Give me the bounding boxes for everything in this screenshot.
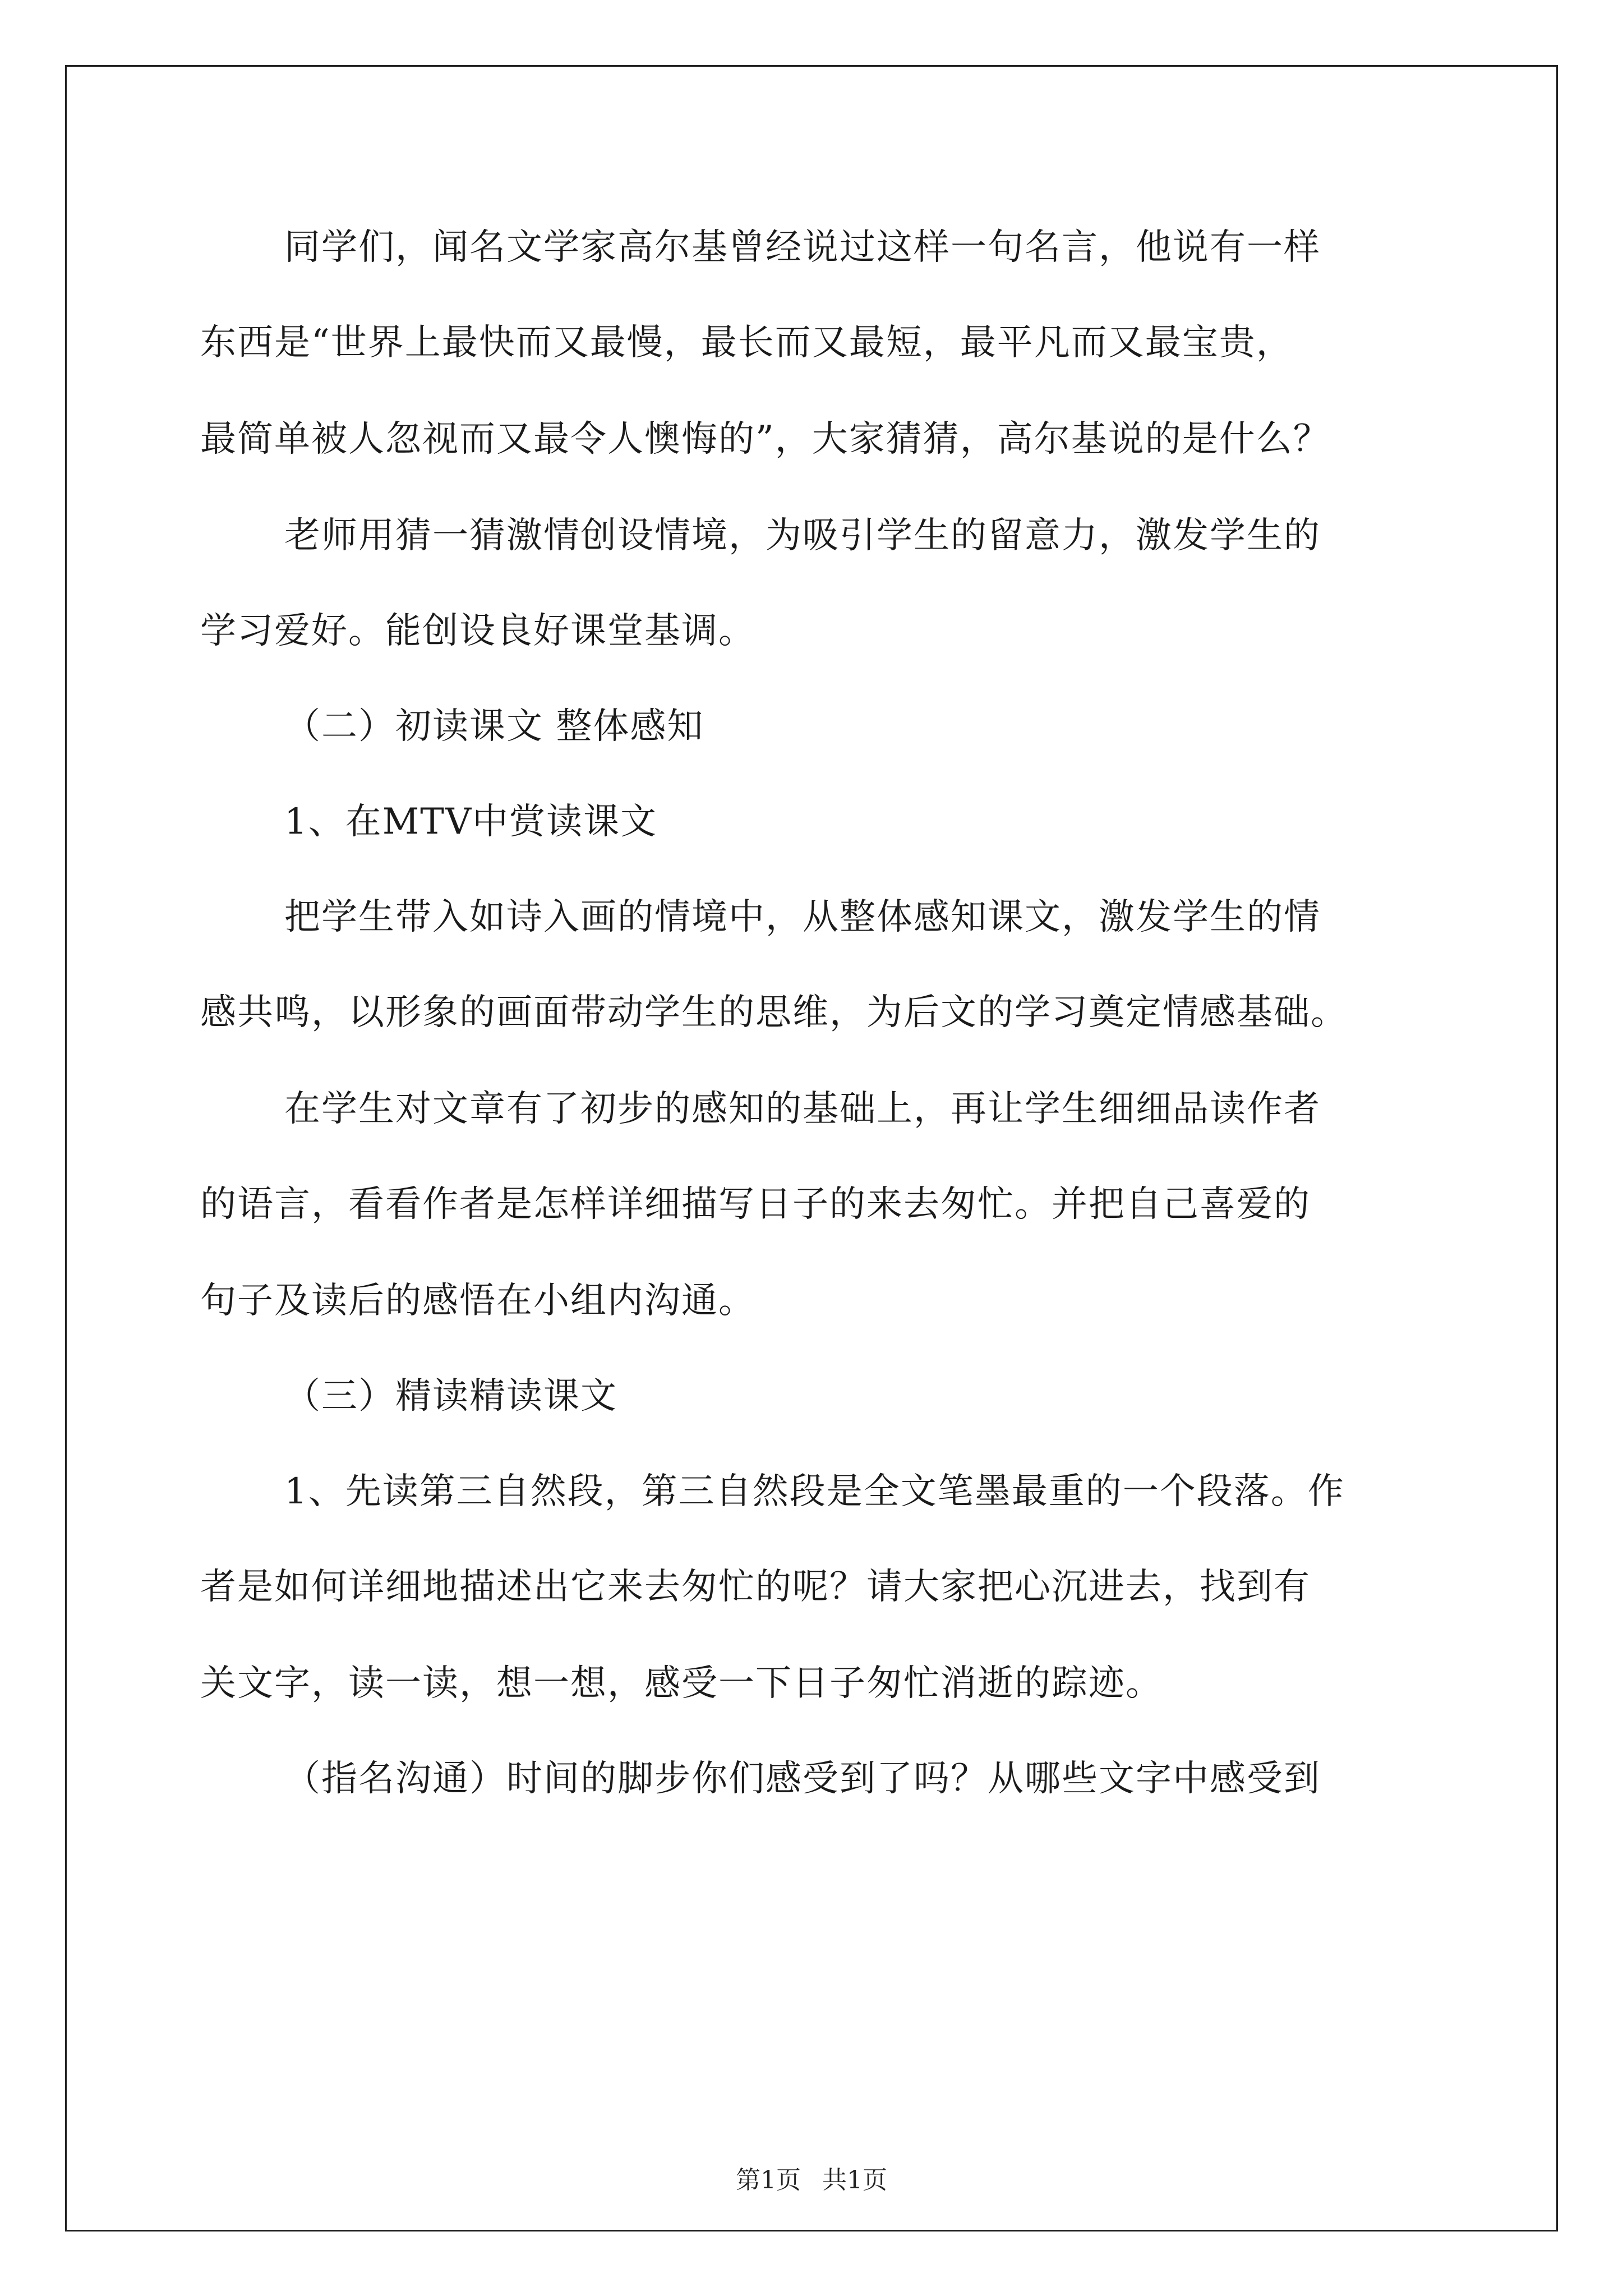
text-line: 者是如何详细地描述出它来去匆忙的呢？请大家把心沉进去，找到有 xyxy=(200,1566,1311,1608)
page-footer xyxy=(67,2165,1556,2196)
text-line: 感共鸣，以形象的画面带动学生的思维，为后文的学习奠定情感基础。 xyxy=(200,992,1348,1033)
text-line: 在学生对文章有了初步的感知的基础上，再让学生细细品读作者 xyxy=(284,1088,1321,1130)
text-line: 东西是“世界上最快而又最慢，最长而又最短，最平凡而又最宝贵， xyxy=(200,322,1293,364)
text-line: 1、先读第三自然段，第三自然段是全文笔墨最重的一个段落。作 xyxy=(284,1471,1345,1512)
text-line: 1、在MTV中赏读课文 xyxy=(284,801,658,843)
section-heading: （三）精读精读课文 xyxy=(284,1375,617,1417)
text-line: 同学们，闻名文学家高尔基曾经说过这样一句名言，他说有一样 xyxy=(284,227,1321,268)
text-line: 最简单被人忽视而又最令人懊悔的”，大家猜猜，高尔基说的是什么？ xyxy=(200,418,1330,460)
page-border xyxy=(65,65,1558,2231)
text-line: 的语言，看看作者是怎样详细描写日子的来去匆忙。并把自己喜爱的 xyxy=(200,1184,1311,1225)
text-line: 老师用猜一猜激情创设情境，为吸引学生的留意力，激发学生的 xyxy=(284,515,1321,556)
text-line: 关文字，读一读，想一想，感受一下日子匆忙消逝的踪迹。 xyxy=(200,1663,1163,1704)
text-line: 学习爱好。能创设良好课堂基调。 xyxy=(200,610,755,652)
text-line: 句子及读后的感悟在小组内沟通。 xyxy=(200,1280,755,1322)
page-number-current: 第1页 xyxy=(736,2166,801,2194)
text-line: （指名沟通）时间的脚步你们感受到了吗？从哪些文字中感受到 xyxy=(284,1758,1321,1800)
text-line: 把学生带入如诗入画的情境中，从整体感知课文，激发学生的情 xyxy=(284,896,1321,938)
page-number-total: 共1页 xyxy=(822,2166,887,2194)
section-heading: （二）初读课文 整体感知 xyxy=(284,706,704,747)
